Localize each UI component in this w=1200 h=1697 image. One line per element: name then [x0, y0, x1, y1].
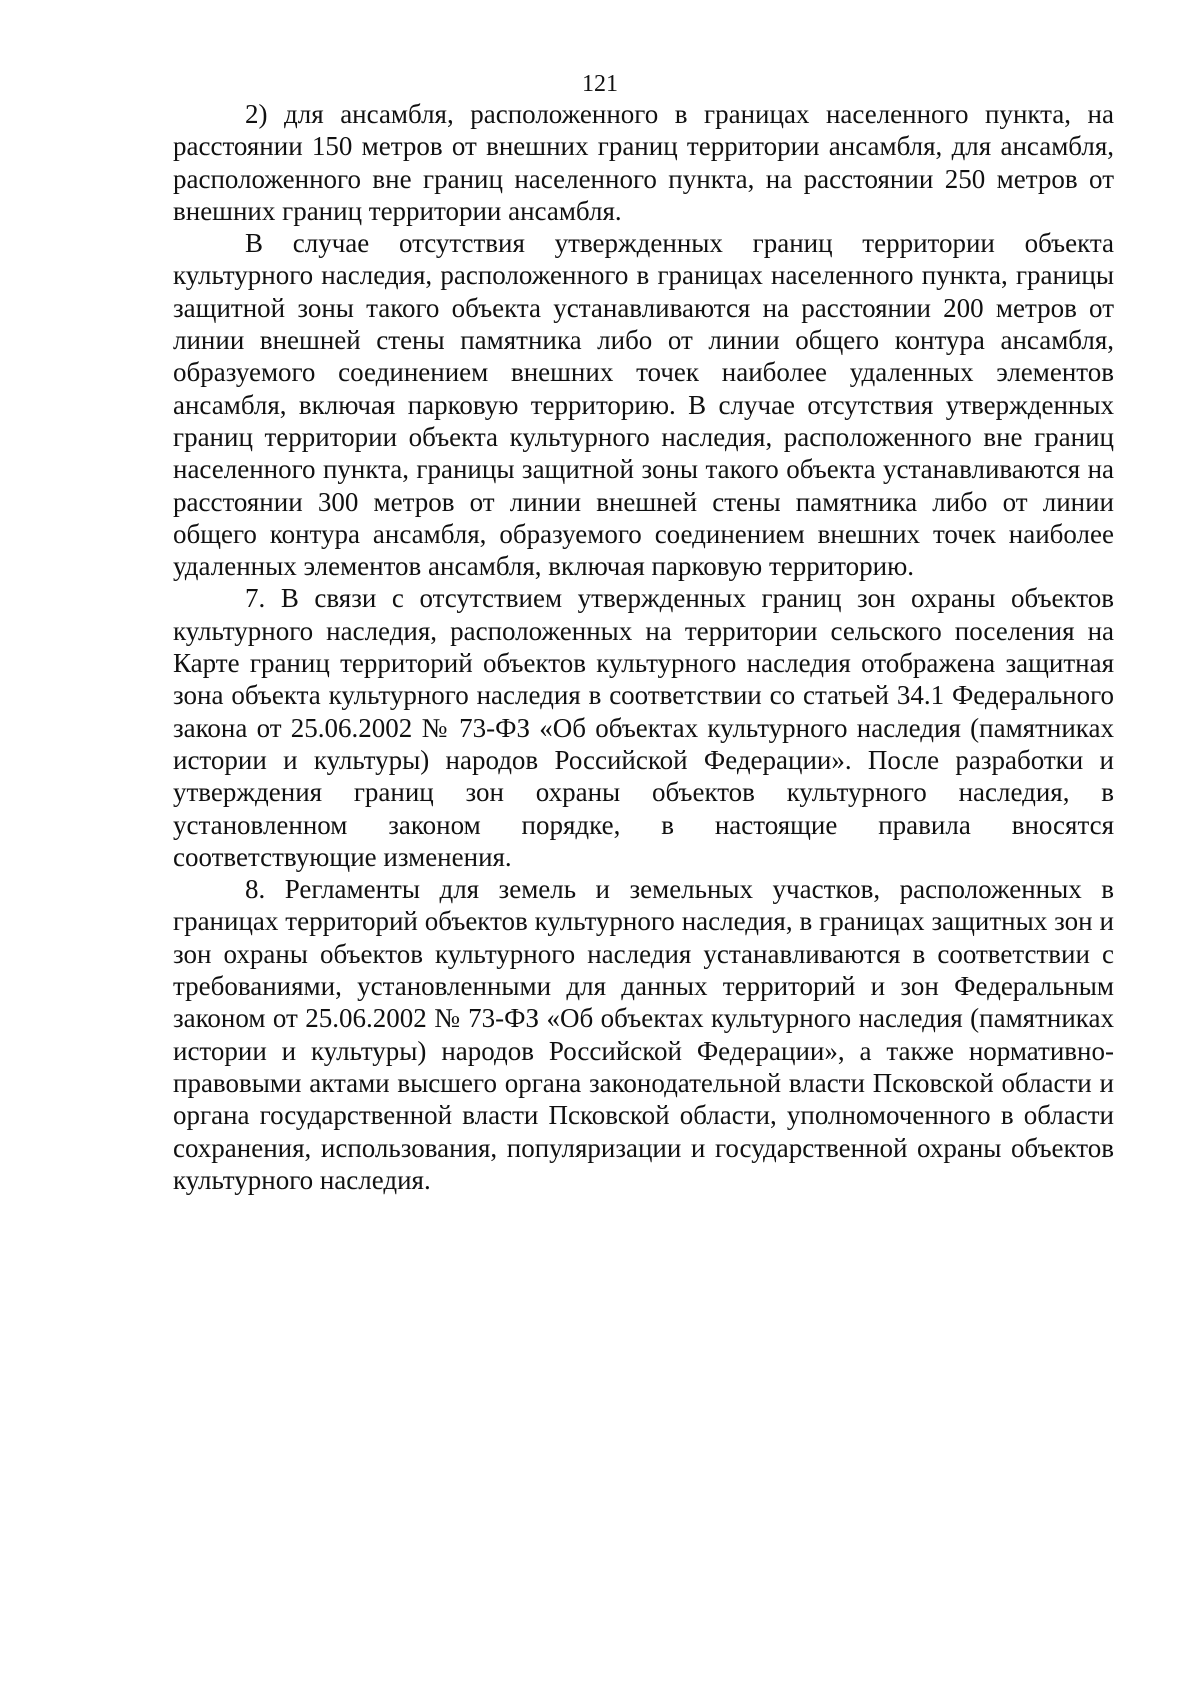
document-body: [173, 98, 1114, 1196]
paragraph-item-7: 7. В связи с отсутствием утвержденных границ зон охраны объектов культурного наследия, расположенных на территории сельского поселения на Карте границ территорий объектов культурного наследия отображена защитная зона объекта культурного наследия в соответствии со статьей 34.1 Федерального закона от 25.06.2002 № 73-ФЗ «Об объектах культурного наследия (памятниках истории и культуры) народов Российской Федерации». После разработки и утверждения границ зон охраны объектов культурного наследия, в установленном законом порядке, в настоящие правила вносятся соответствующие изменения.: [173, 583, 1114, 872]
page-number: 121: [582, 71, 618, 97]
paragraph-item-8: 8. Регламенты для земель и земельных участков, расположенных в границах территорий объектов культурного наследия, в границах защитных зон и зон охраны объектов культурного наследия устанавливаются в соответствии с требованиями, установленными для данных территорий и зон Федеральным законом от 25.06.2002 № 73-ФЗ «Об объектах культурного наследия (памятниках истории и культуры) народов Российской Федерации», а также нормативно-правовыми актами высшего органа законодательной власти Псковской области и органа государственной власти Псковской области, уполномоченного в области сохранения, использования, популяризации и государственной охраны объектов культурного наследия.: [173, 874, 1114, 1195]
paragraph-ensemble-distance: 2) для ансамбля, расположенного в границах населенного пункта, на расстоянии 150 метров от внешних границ территории ансамбля, для ансамбля, расположенного вне границ населенного пункта, на расстоянии 250 метров от внешних границ территории ансамбля.: [173, 99, 1114, 226]
paragraph-protective-zone-absence: В случае отсутствия утвержденных границ территории объекта культурного наследия, расположенного в границах населенного пункта, границы защитной зоны такого объекта устанавливаются на расстоянии 200 метров от линии внешней стены памятника либо от линии общего контура ансамбля, образуемого соединением внешних точек наиболее удаленных элементов ансамбля, включая парковую территорию. В случае отсутствия утвержденных границ территории объекта культурного наследия, расположенного вне границ населенного пункта, границы защитной зоны такого объекта устанавливаются на расстоянии 300 метров от линии внешней стены памятника либо от линии общего контура ансамбля, образуемого соединением внешних точек наиболее удаленных элементов ансамбля, включая парковую территорию.: [173, 228, 1114, 582]
